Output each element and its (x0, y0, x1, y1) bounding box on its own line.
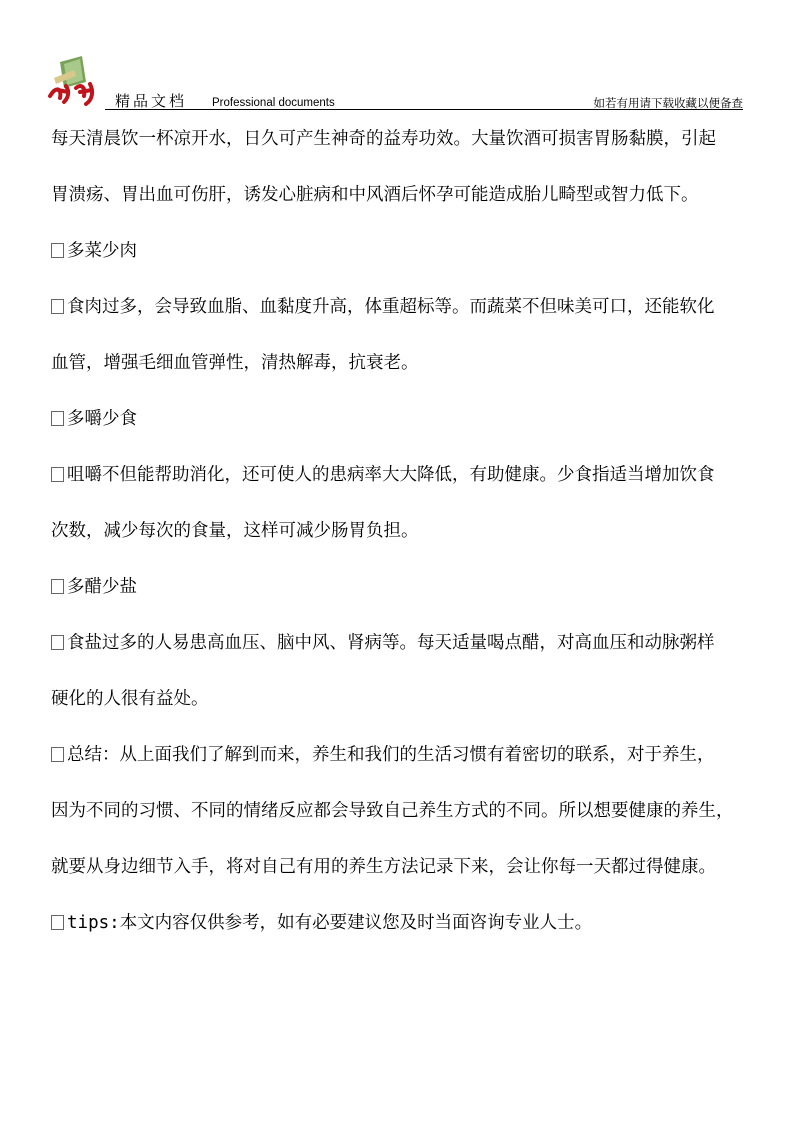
section-heading: 多嚼少食 (51, 404, 763, 435)
book-logo-icon (46, 52, 106, 108)
bullet-box-icon (51, 299, 64, 314)
tips-text: 本文内容仅供参考，如有必要建议您及时当面咨询专业人士。 (119, 913, 593, 933)
header-divider (105, 109, 743, 110)
bullet-box-icon (51, 579, 64, 594)
summary-line-3: 就要从身边细节入手，将对自己有用的养生方法记录下来，会让你每一天都过得健康。 (51, 857, 716, 877)
summary-line-1: 总结：从上面我们了解到而来，养生和我们的生活习惯有着密切的联系，对于养生， (51, 740, 763, 771)
bullet-box-icon (51, 243, 64, 258)
body-line-11: 硬化的人很有益处。 (51, 689, 209, 709)
summary-line-2: 因为不同的习惯、不同的情绪反应都会导致自己养生方式的不同。所以想要健康的养生， (51, 801, 734, 821)
bullet-box-icon (51, 635, 64, 650)
body-line-5: 血管，增强毛细血管弹性，清热解毒，抗衰老。 (51, 353, 419, 373)
body-line-10: 食盐过多的人易患高血压、脑中风、肾病等。每天适量喝点醋，对高血压和动脉粥样 (51, 628, 763, 659)
brand-subtitle: Professional documents (212, 97, 335, 109)
bullet-box-icon (51, 747, 64, 762)
body-line-4: 食肉过多，会导致血脂、血黏度升高，体重超标等。而蔬菜不但味美可口，还能软化 (51, 292, 763, 323)
bullet-box-icon (51, 915, 64, 930)
header-note: 如若有用请下载收藏以便备查 (593, 96, 743, 110)
tips-label: tips: (67, 913, 120, 933)
tips-line (51, 908, 763, 939)
bullet-box-icon (51, 467, 64, 482)
section-heading: 多醋少盐 (51, 572, 763, 603)
document-body (51, 124, 763, 939)
body-line-1: 每天清晨饮一杯凉开水，日久可产生神奇的益寿功效。大量饮酒可损害胃肠黏膜，引起 (51, 129, 716, 149)
brand-title: 精品文档 (115, 92, 188, 110)
body-line-8: 次数，减少每次的食量，这样可减少肠胃负担。 (51, 521, 419, 541)
bullet-box-icon (51, 411, 64, 426)
body-line-2: 胃溃疡、胃出血可伤肝，诱发心脏病和中风酒后怀孕可能造成胎儿畸型或智力低下。 (51, 185, 699, 205)
section-heading: 多菜少肉 (51, 236, 763, 267)
page-header (0, 0, 794, 112)
body-line-7: 咀嚼不但能帮助消化，还可使人的患病率大大降低，有助健康。少食指适当增加饮食 (51, 460, 763, 491)
